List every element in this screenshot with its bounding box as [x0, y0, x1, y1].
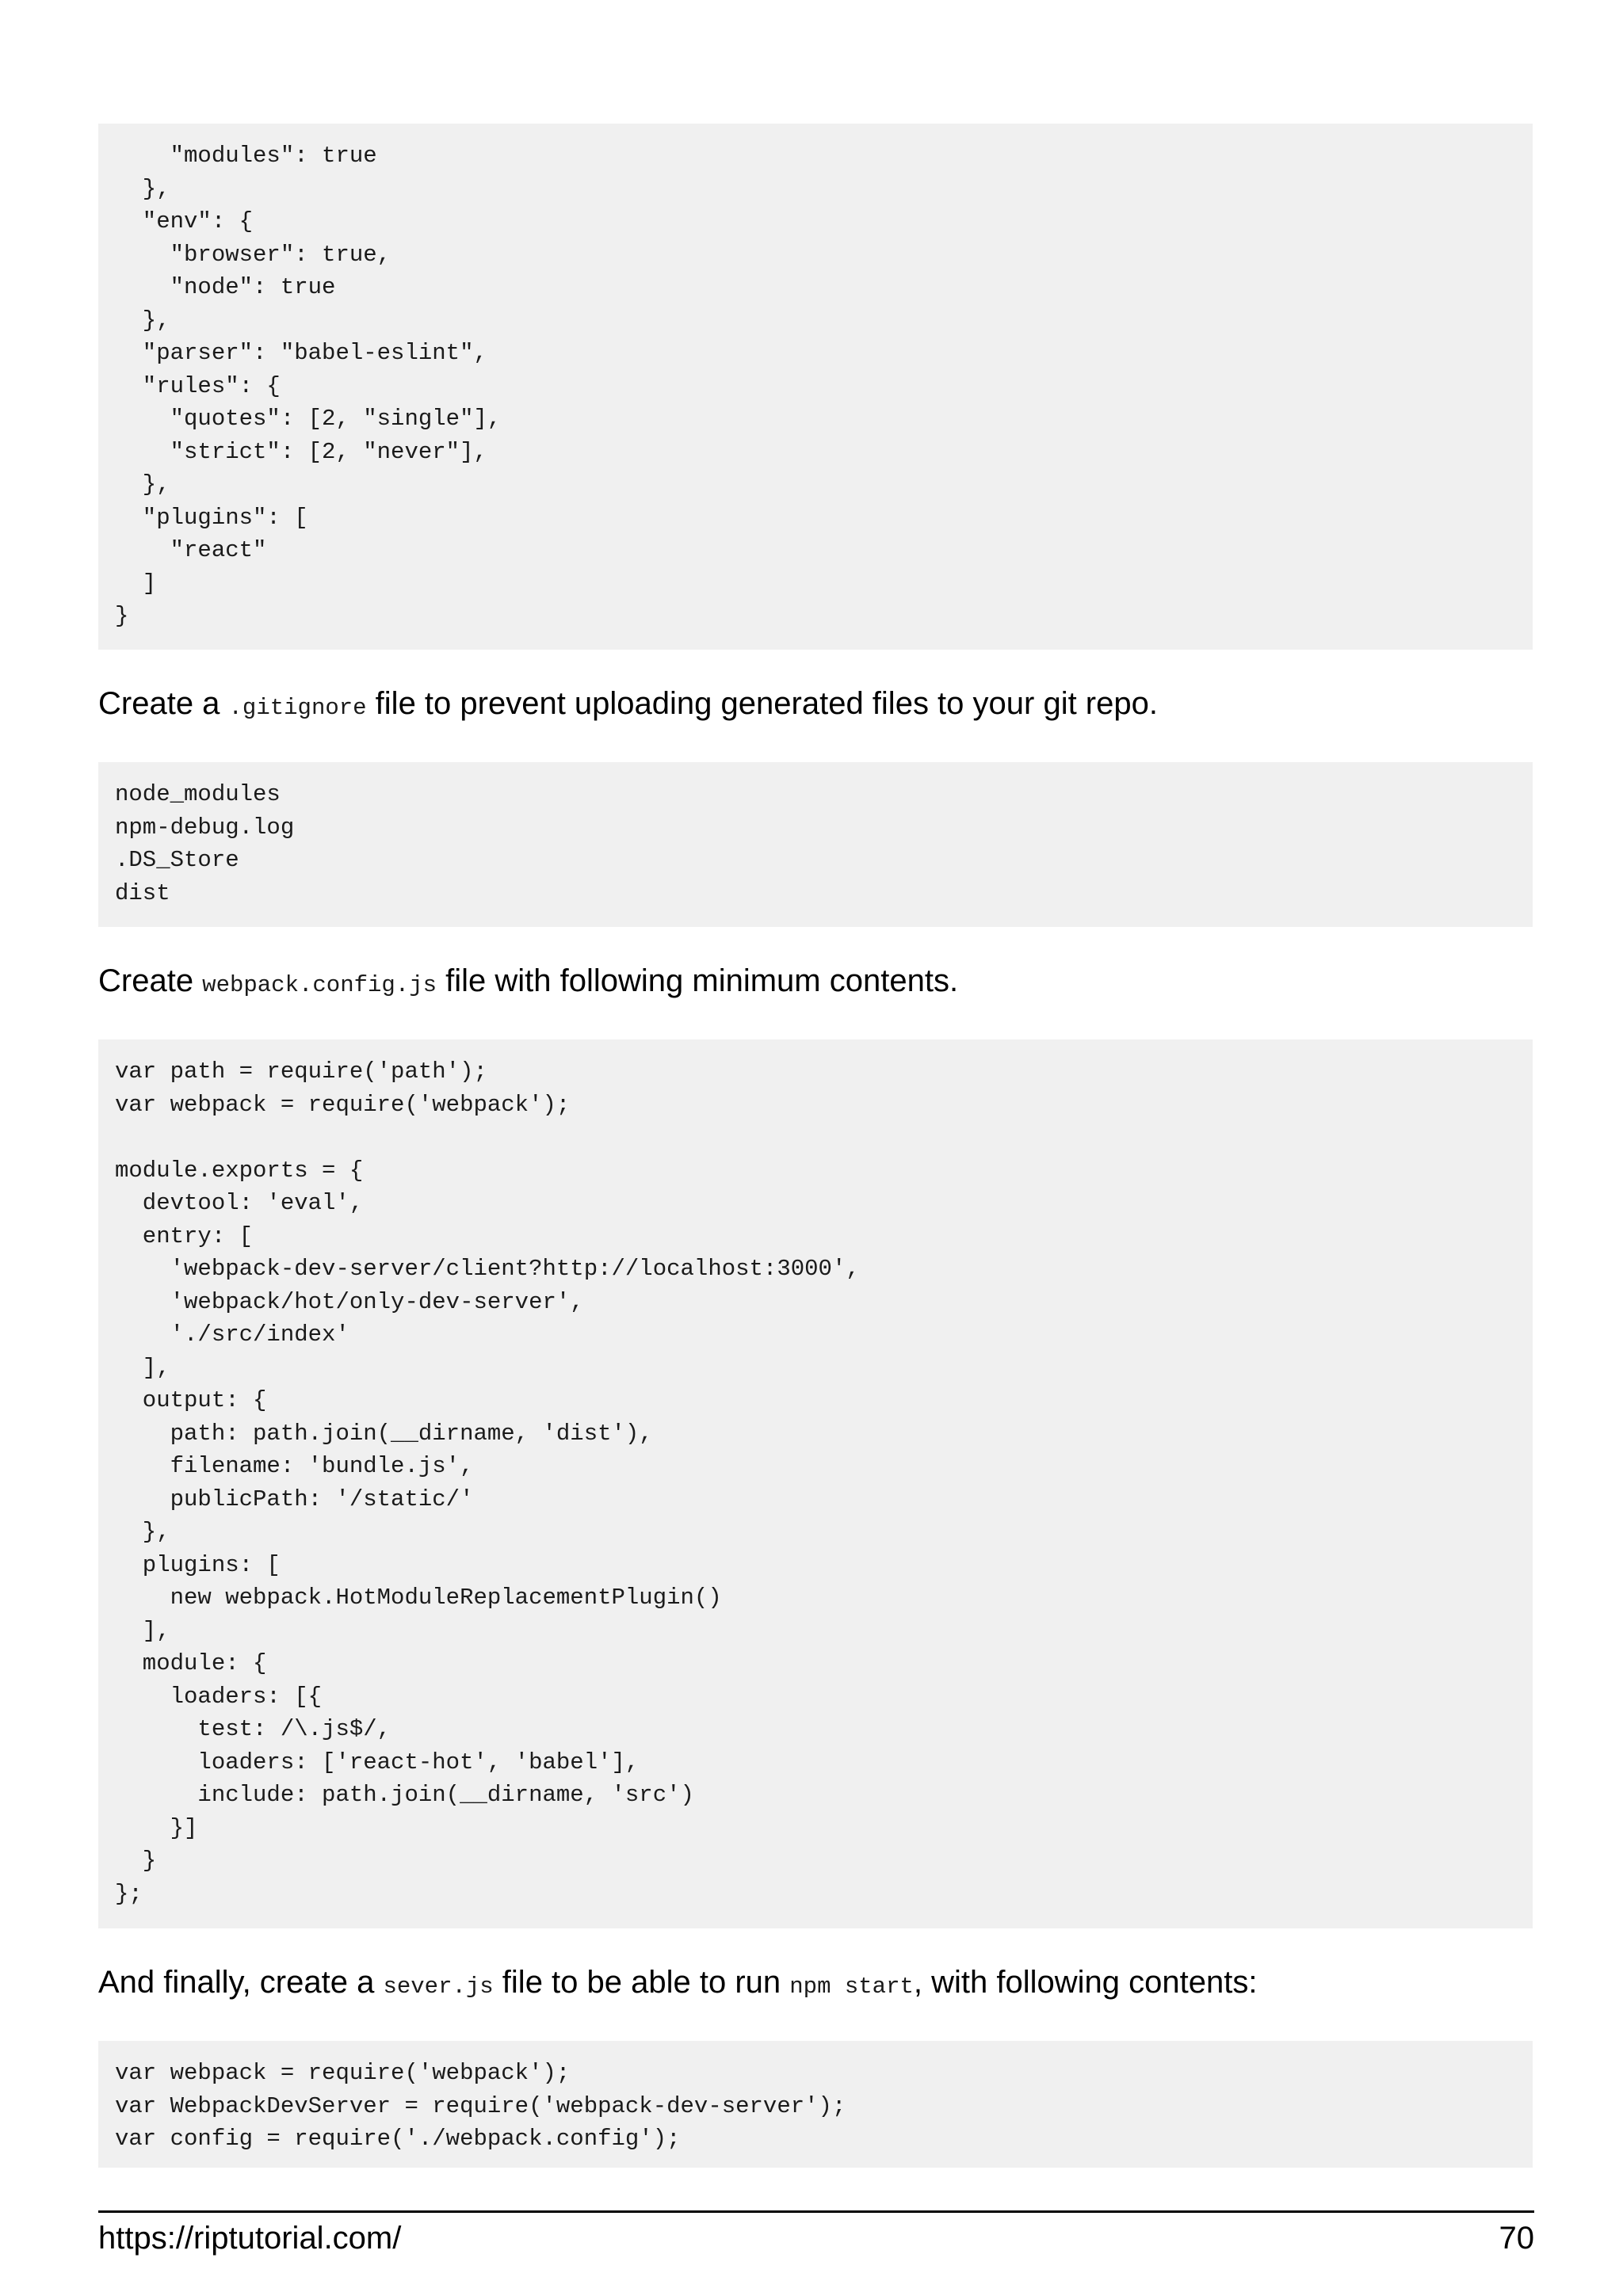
code-block-server-js [98, 2041, 1533, 2168]
code-block-eslint-config [98, 124, 1533, 650]
code-line: entry: [ [115, 1222, 254, 1249]
code-line: new webpack.HotModuleReplacementPlugin() [115, 1585, 722, 1611]
code-line: }, [115, 1519, 170, 1545]
code-line: var WebpackDevServer = require('webpack-dev-server'); [115, 2092, 846, 2119]
document-page [98, 124, 1533, 2168]
paragraph-text: file to prevent uploading generated files to your git repo. [366, 686, 1158, 721]
code-line: module.exports = { [115, 1157, 364, 1184]
paragraph-text: Create [98, 963, 203, 998]
code-line: ], [115, 1354, 170, 1381]
code-line: "strict": [2, "never"], [115, 438, 487, 465]
code-line: .DS_Store [115, 847, 239, 873]
inline-code-npm-start: npm start [789, 1974, 914, 2000]
code-line: test: /\.js$/, [115, 1716, 391, 1742]
footer-url: https://riptutorial.com/ [98, 2221, 402, 2256]
code-line: './src/index' [115, 1322, 349, 1348]
code-line: "react" [115, 537, 267, 563]
code-line: "parser": "babel-eslint", [115, 340, 487, 366]
code-line: ] [115, 570, 157, 597]
code-line: }, [115, 175, 170, 202]
code-line: ], [115, 1617, 170, 1644]
code-line: "quotes": [2, "single"], [115, 406, 502, 432]
code-line: output: { [115, 1387, 267, 1413]
code-line: var config = require('./webpack.config'); [115, 2126, 681, 2152]
code-line: publicPath: '/static/' [115, 1486, 474, 1512]
paragraph-webpack-config [98, 962, 1533, 1005]
code-line: include: path.join(__dirname, 'src') [115, 1782, 694, 1808]
inline-code-gitignore: .gitignore [228, 695, 367, 721]
code-block-webpack-config [98, 1039, 1533, 1928]
code-line: }, [115, 471, 170, 498]
code-line: plugins: [ [115, 1551, 281, 1578]
paragraph-gitignore [98, 685, 1533, 727]
paragraph-server-js [98, 1963, 1533, 2006]
code-line: "browser": true, [115, 241, 391, 268]
code-line: 'webpack/hot/only-dev-server', [115, 1288, 584, 1315]
inline-code-server-js: sever.js [383, 1974, 494, 2000]
code-line: module: { [115, 1650, 267, 1676]
code-line: "plugins": [ [115, 504, 308, 531]
paragraph-text: file with following minimum contents. [437, 963, 959, 998]
code-line: npm-debug.log [115, 814, 295, 841]
code-line [115, 1121, 1515, 1154]
code-line: devtool: 'eval', [115, 1190, 364, 1216]
code-line: "env": { [115, 208, 254, 235]
code-line: }, [115, 307, 170, 334]
code-line: "rules": { [115, 372, 281, 399]
paragraph-text: file to be able to run [493, 1965, 790, 2000]
code-line: var path = require('path'); [115, 1058, 487, 1085]
code-line: var webpack = require('webpack'); [115, 1091, 571, 1118]
code-line: node_modules [115, 781, 281, 807]
code-line: "node": true [115, 274, 336, 300]
code-line: var webpack = require('webpack'); [115, 2060, 571, 2086]
code-line: dist [115, 879, 170, 906]
paragraph-text: Create a [98, 686, 229, 721]
code-line: } [115, 603, 129, 629]
page-number: 70 [1499, 2221, 1534, 2256]
page-footer [98, 2210, 1534, 2256]
code-line: }] [115, 1814, 198, 1841]
code-line: }; [115, 1880, 143, 1907]
code-block-gitignore [98, 762, 1533, 927]
code-line: filename: 'bundle.js', [115, 1453, 474, 1479]
code-line: } [115, 1848, 157, 1874]
code-line: 'webpack-dev-server/client?http://localhost:3000', [115, 1256, 860, 1282]
paragraph-text: And finally, create a [98, 1965, 384, 2000]
inline-code-webpack-config: webpack.config.js [202, 972, 437, 998]
code-line: path: path.join(__dirname, 'dist'), [115, 1420, 653, 1447]
code-line: loaders: [{ [115, 1683, 323, 1710]
code-line: "modules": true [115, 143, 377, 169]
code-line: loaders: ['react-hot', 'babel'], [115, 1749, 640, 1775]
paragraph-text: , with following contents: [913, 1965, 1258, 2000]
